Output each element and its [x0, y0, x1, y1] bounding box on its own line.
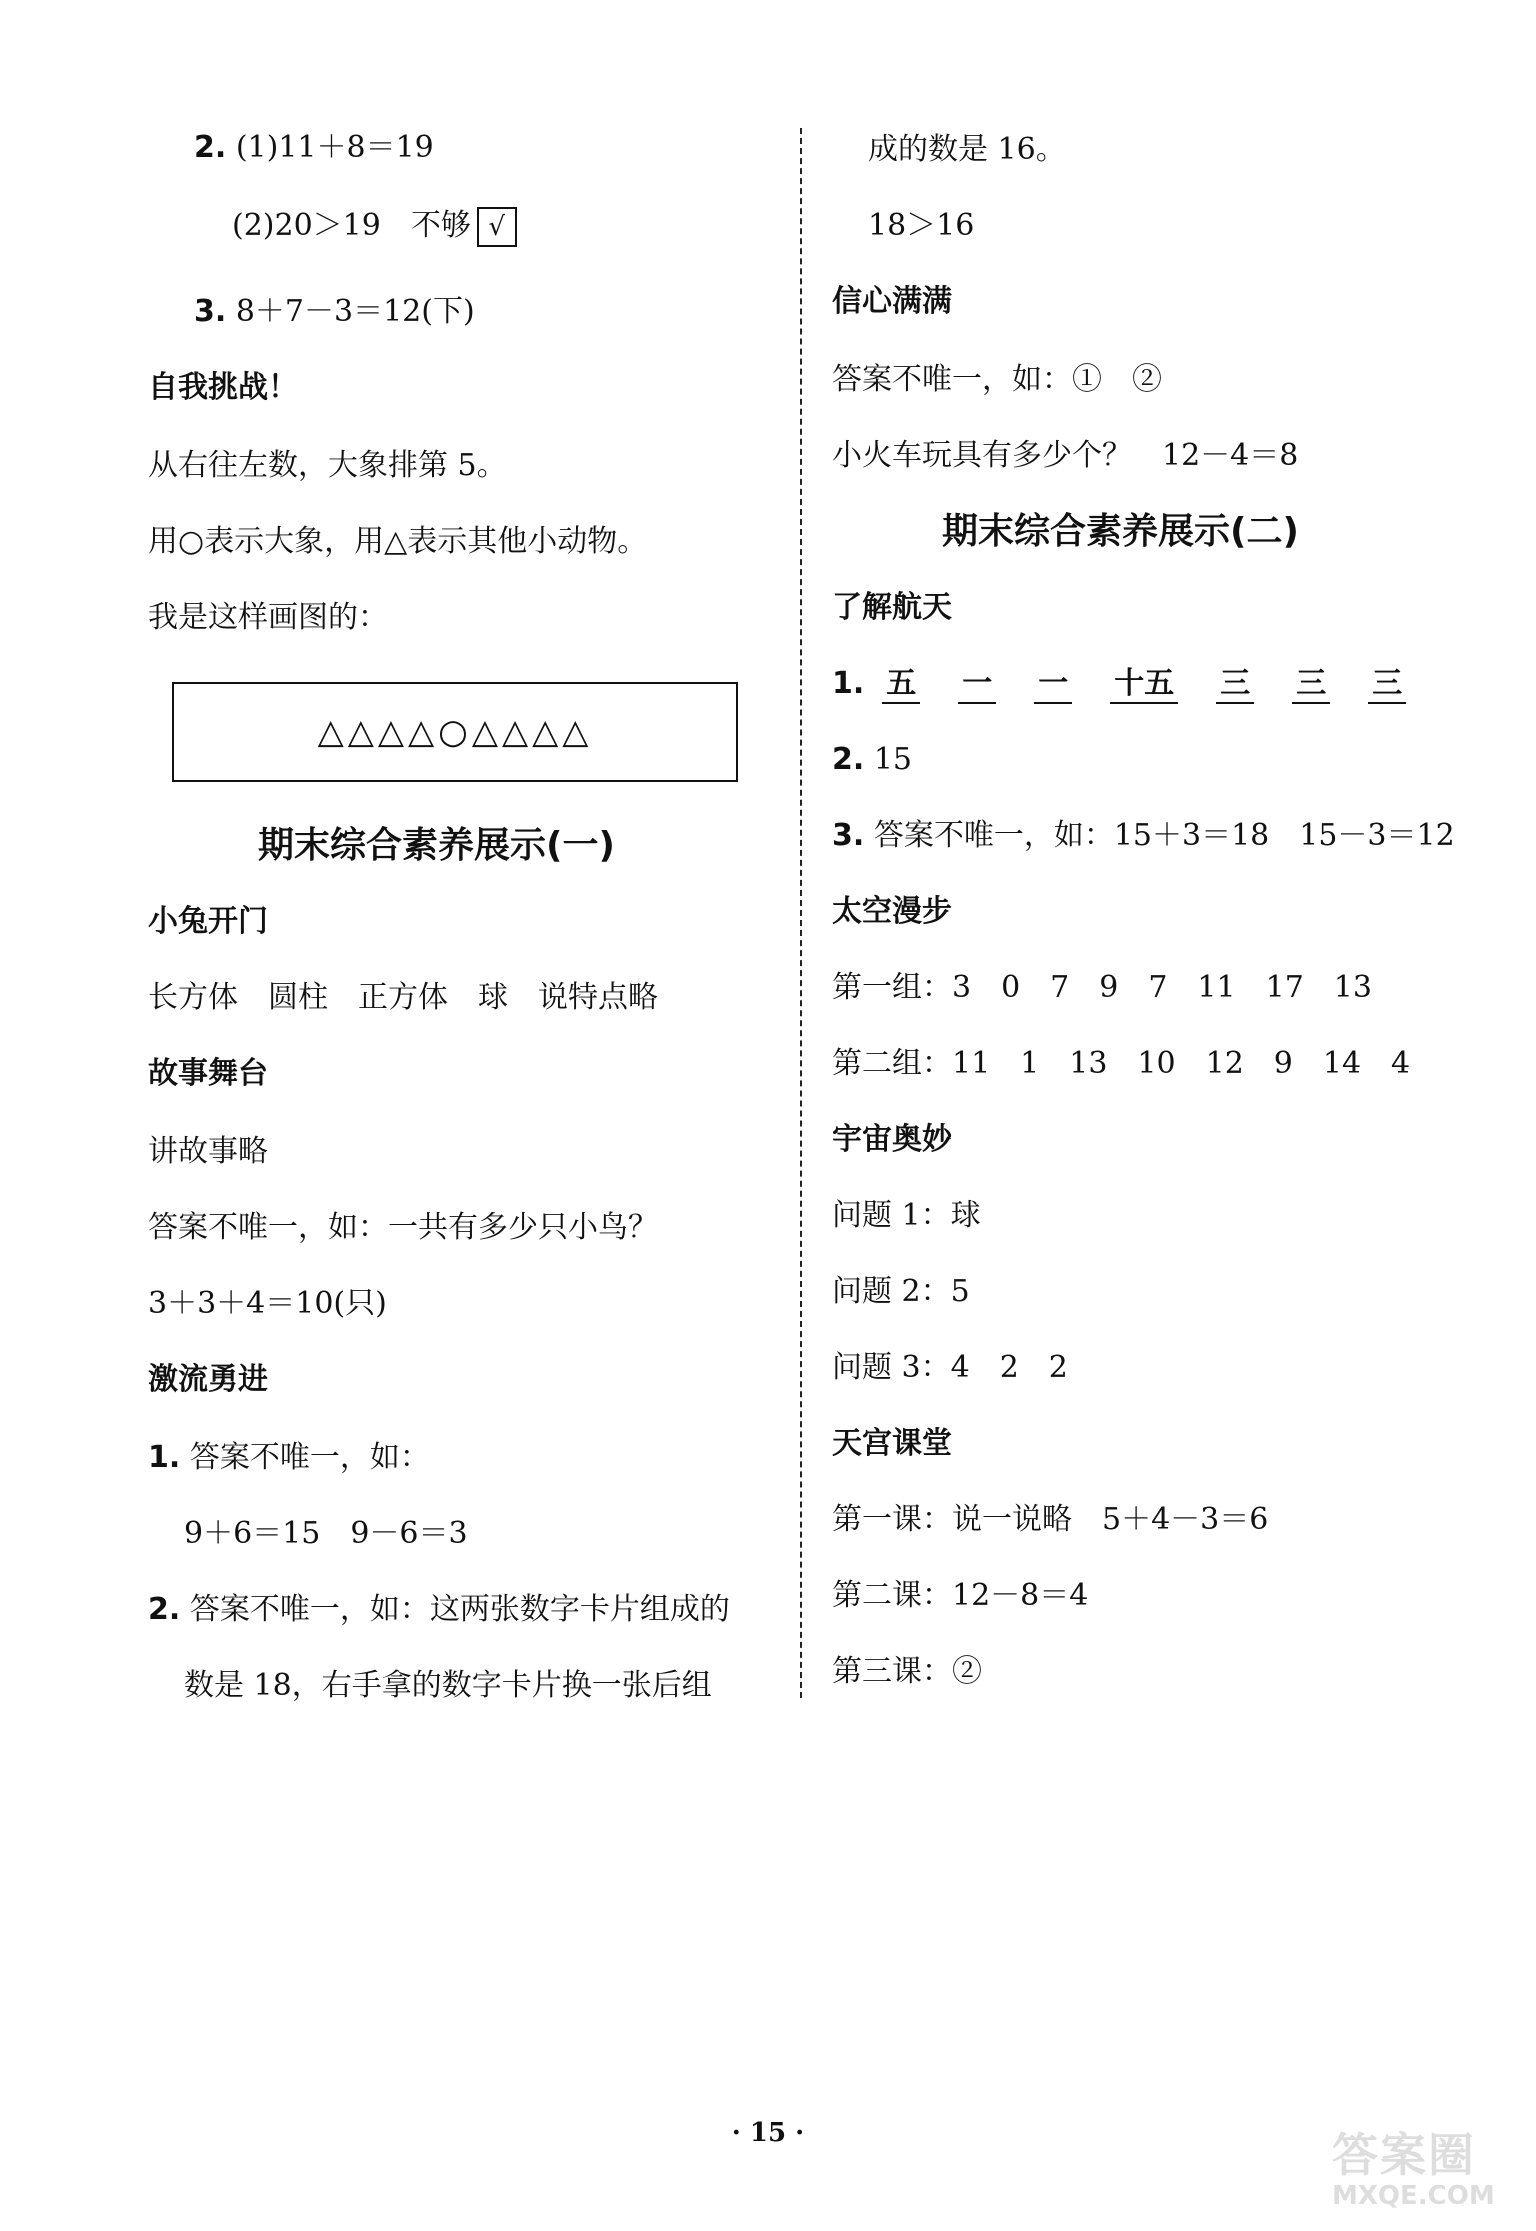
section-heading: 天宫课堂: [832, 1426, 952, 1461]
section-heading: 信心满满: [832, 284, 952, 319]
answer-line: [832, 816, 1455, 856]
answer-line: [194, 292, 475, 332]
answer-text: 9＋6＝15 9－6＝3: [184, 1516, 468, 1551]
answer-text: 问题 1：球: [832, 1198, 981, 1233]
answer-text: 3＋3＋4＝10(只): [148, 1286, 387, 1321]
check-box: √: [477, 207, 517, 247]
answer-text: 第一组：3 0 7 9 7 11 17 13: [832, 970, 1372, 1005]
answer-line: [232, 206, 517, 247]
answer-text: 数是 18，右手拿的数字卡片换一张后组: [184, 1668, 712, 1703]
section-heading: 小兔开门: [148, 904, 268, 939]
answer-line: [148, 1438, 430, 1478]
section-heading: 激流勇进: [148, 1362, 268, 1397]
blank-answer: 一: [1034, 666, 1072, 704]
answer-text: 长方体 圆柱 正方体 球 说特点略: [148, 980, 658, 1015]
answer-text: 15: [873, 742, 913, 777]
answer-text: 8＋7－3＝12(下): [235, 294, 475, 329]
blank-answer: 一: [958, 666, 996, 704]
item-number: 2.: [148, 1592, 181, 1627]
answer-line: [148, 1590, 730, 1630]
drawing-box: △△△△○△△△△: [172, 682, 738, 782]
answer-text: 答案不唯一，如：一共有多少只小鸟？: [148, 1210, 658, 1245]
item-number: 2.: [832, 742, 865, 777]
section-heading: 自我挑战！: [148, 370, 298, 405]
section-heading: 宇宙奥妙: [832, 1122, 952, 1157]
answer-text: 答案不唯一，如：这两张数字卡片组成的: [189, 1592, 730, 1627]
watermark-text: 答案圈: [1332, 2128, 1476, 2182]
blank-answer: 三: [1292, 666, 1330, 704]
answer-text: 第二课：12－8＝4: [832, 1578, 1089, 1613]
item-number: 3.: [194, 294, 227, 329]
answer-text: 答案不唯一，如：15＋3＝18 15－3＝12: [873, 818, 1455, 853]
watermark-logo: [1332, 2129, 1522, 2219]
page-number: · 15 ·: [731, 2118, 805, 2148]
answer-text: 答案不唯一，如：: [189, 1440, 430, 1475]
section-title: 期末综合素养展示(二): [942, 511, 1299, 552]
column-divider: [800, 128, 802, 1698]
answer-text: 讲故事略: [148, 1134, 268, 1169]
section-heading: 故事舞台: [148, 1056, 268, 1091]
answer-line: [832, 664, 1444, 704]
answer-line: [194, 128, 434, 168]
answer-text: 第一课：说一说略 5＋4－3＝6: [832, 1502, 1269, 1537]
answer-text: 答案不唯一，如：① ②: [832, 362, 1162, 397]
blank-answer: 三: [1216, 666, 1254, 704]
item-number: 2.: [194, 130, 227, 165]
answer-line: [832, 740, 912, 780]
blank-answer: 五: [882, 666, 920, 704]
answer-text: 从右往左数，大象排第 5。: [148, 448, 507, 483]
watermark-url: MXQE.COM: [1332, 2181, 1495, 2211]
section-heading: 了解航天: [832, 590, 952, 625]
item-number: 1.: [832, 666, 865, 701]
item-number: 3.: [832, 818, 865, 853]
answer-text: 用○表示大象，用△表示其他小动物。: [148, 524, 648, 559]
answer-text: 第三课：②: [832, 1654, 982, 1689]
answer-text: 我是这样画图的：: [148, 600, 388, 635]
answer-text: 问题 2：5: [832, 1274, 970, 1309]
item-number: 1.: [148, 1440, 181, 1475]
answer-text: 成的数是 16。: [868, 132, 1066, 167]
blank-answer: 三: [1368, 666, 1406, 704]
answer-text: 18＞16: [868, 208, 975, 243]
answer-text: 问题 3：4 2 2: [832, 1350, 1068, 1385]
answer-text: (2)20＞19 不够: [232, 208, 471, 243]
section-heading: 太空漫步: [832, 894, 952, 929]
answer-text: 小火车玩具有多少个？ 12－4＝8: [832, 438, 1299, 473]
answer-text: 第二组：11 1 13 10 12 9 14 4: [832, 1046, 1411, 1081]
blank-answer: 十五: [1110, 666, 1178, 704]
section-title: 期末综合素养展示(一): [258, 825, 615, 866]
answer-text: (1)11＋8＝19: [235, 130, 434, 165]
